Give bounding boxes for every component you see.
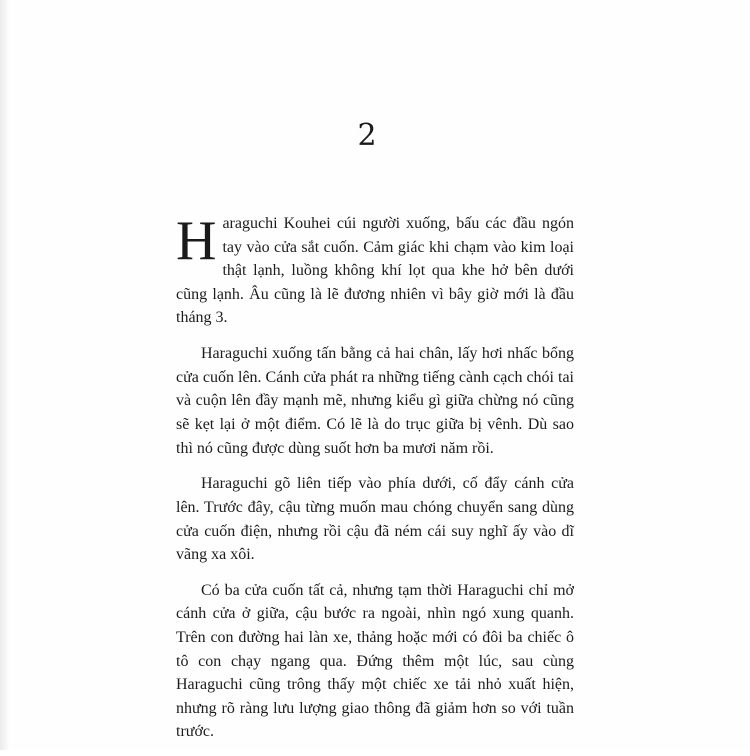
page-edge-shadow	[0, 0, 10, 750]
paragraph-3: Haraguchi gõ liên tiếp vào phía dưới, cố đẩy cánh cửa lên. Trước đây, cậu từng muốn mau chóng chuyển sang dùng cửa cuốn điện, nhưng rồi cậu đã ném cái suy nghĩ ấy vào dĩ vãng xa xôi.	[176, 475, 574, 564]
paragraph-2: Haraguchi xuống tấn bằng cả hai chân, lấy hơi nhấc bổng cửa cuốn lên. Cánh cửa phát ra những tiếng cành cạch chói tai và cuộn lên đầy mạnh mẽ, nhưng kiểu gì giữa chừng nó cũng sẽ kẹt lại ở một điểm. Có lẽ là do trục giữa bị vênh. Dù sao thì nó cũng được dùng suốt hơn ba mươi năm rồi.	[176, 345, 574, 457]
chapter-number: 2	[357, 118, 377, 153]
paragraph-1	[176, 212, 574, 330]
paragraph-1-text: araguchi Kouhei cúi người xuống, bấu các đầu ngón tay vào cửa sắt cuốn. Cảm giác khi chạm vào kim loại thật lạnh, luồng không khí lọt qua khe hở bên dưới cũng lạnh. Âu cũng là lẽ đương nhiên vì bây giờ mới là đầu tháng 3.	[176, 215, 574, 327]
paragraph-4: Có ba cửa cuốn tất cả, nhưng tạm thời Haraguchi chỉ mở cánh cửa ở giữa, cậu bước ra ngoài, nhìn ngó xung quanh. Trên con đường hai làn xe, thảng hoặc mới có đôi ba chiếc ô tô con chạy ngang qua. Đứng thêm một lúc, sau cùng Haraguchi cũng trông thấy một chiếc xe tải nhỏ xuất hiện, nhưng rõ ràng lưu lượng giao thông đã giảm hơn so với tuần trước.	[176, 581, 574, 741]
drop-cap: H	[176, 210, 217, 272]
chapter-body	[176, 212, 574, 756]
